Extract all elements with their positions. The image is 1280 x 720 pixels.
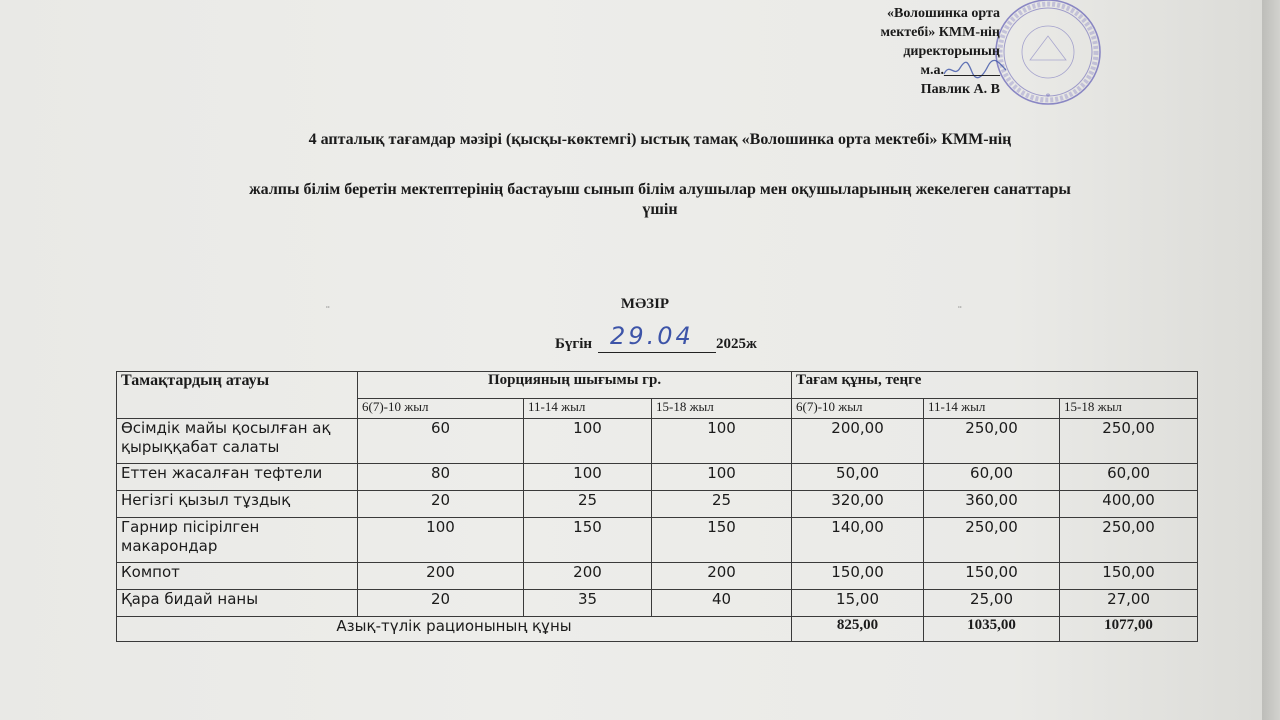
age-group-header: 15-18 жыл bbox=[1060, 399, 1198, 419]
dish-name: Негізгі қызыл тұздық bbox=[117, 491, 358, 518]
age-group-header: 15-18 жыл bbox=[652, 399, 792, 419]
total-cost-cell: 1035,00 bbox=[924, 617, 1060, 642]
column-group-portion: Порцияның шығымы гр. bbox=[358, 372, 792, 399]
portion-cell: 40 bbox=[652, 590, 792, 617]
approval-line: директорының bbox=[903, 44, 1000, 59]
table-header-row bbox=[117, 372, 1198, 399]
cost-cell: 150,00 bbox=[792, 563, 924, 590]
portion-cell: 100 bbox=[524, 464, 652, 491]
stray-mark: ¨ bbox=[326, 304, 330, 316]
portion-cell: 25 bbox=[652, 491, 792, 518]
portion-cell: 150 bbox=[652, 518, 792, 563]
menu-table bbox=[116, 371, 1198, 642]
portion-cell: 100 bbox=[652, 419, 792, 464]
portion-cell: 25 bbox=[524, 491, 652, 518]
document-title-line3: үшін bbox=[642, 201, 678, 218]
cost-cell: 250,00 bbox=[1060, 419, 1198, 464]
total-cost-cell: 825,00 bbox=[792, 617, 924, 642]
cost-cell: 15,00 bbox=[792, 590, 924, 617]
portion-cell: 20 bbox=[358, 491, 524, 518]
cost-cell: 150,00 bbox=[1060, 563, 1198, 590]
cost-cell: 140,00 bbox=[792, 518, 924, 563]
date-suffix: 2025ж bbox=[716, 336, 757, 352]
dish-name: Қара бидай наны bbox=[117, 590, 358, 617]
total-label: Азық-түлік рационының құны bbox=[117, 617, 792, 642]
approval-line: Павлик А. В bbox=[920, 82, 1000, 97]
portion-cell: 100 bbox=[652, 464, 792, 491]
cost-cell: 60,00 bbox=[924, 464, 1060, 491]
table-row bbox=[117, 464, 1198, 491]
cost-cell: 250,00 bbox=[924, 419, 1060, 464]
date-field bbox=[598, 322, 716, 353]
cost-cell: 200,00 bbox=[792, 419, 924, 464]
approval-line: «Волошинка орта bbox=[887, 6, 1000, 21]
age-group-header: 6(7)-10 жыл bbox=[358, 399, 524, 419]
portion-cell: 100 bbox=[358, 518, 524, 563]
date-prefix: Бүгін bbox=[555, 336, 593, 352]
portion-cell: 35 bbox=[524, 590, 652, 617]
date-line bbox=[555, 322, 757, 353]
table-row bbox=[117, 491, 1198, 518]
approval-line: мектебі» КММ-нің bbox=[880, 25, 1000, 40]
portion-cell: 20 bbox=[358, 590, 524, 617]
table-row bbox=[117, 563, 1198, 590]
table-row bbox=[117, 419, 1198, 464]
table-total-row bbox=[117, 617, 1198, 642]
cost-cell: 60,00 bbox=[1060, 464, 1198, 491]
dish-name: Еттен жасалған тефтели bbox=[117, 464, 358, 491]
cost-cell: 250,00 bbox=[924, 518, 1060, 563]
cost-cell: 250,00 bbox=[1060, 518, 1198, 563]
menu-heading: МӘЗІР bbox=[620, 296, 670, 312]
cost-cell: 150,00 bbox=[924, 563, 1060, 590]
column-group-cost: Тағам құны, теңге bbox=[792, 372, 1198, 399]
cost-cell: 25,00 bbox=[924, 590, 1060, 617]
portion-cell: 200 bbox=[358, 563, 524, 590]
page-edge bbox=[1262, 0, 1280, 720]
svg-text:*: * bbox=[1045, 92, 1051, 103]
total-cost-cell: 1077,00 bbox=[1060, 617, 1198, 642]
dish-name: Гарнир пісірілген макарондар bbox=[117, 518, 358, 563]
portion-cell: 150 bbox=[524, 518, 652, 563]
approval-line: м.а.________ bbox=[920, 63, 1000, 78]
cost-cell: 400,00 bbox=[1060, 491, 1198, 518]
table-row bbox=[117, 518, 1198, 563]
portion-cell: 200 bbox=[652, 563, 792, 590]
official-seal-stamp bbox=[992, 0, 1104, 112]
cost-cell: 360,00 bbox=[924, 491, 1060, 518]
document-title-line1: 4 апталық тағамдар мәзірі (қысқы-көктемгі) ыстық тамақ «Волошинка орта мектебі» КММ-нің bbox=[308, 131, 1012, 148]
column-header-dish: Тамақтардың атауы bbox=[117, 372, 358, 419]
stray-mark: ¨ bbox=[958, 304, 962, 316]
age-group-header: 11-14 жыл bbox=[524, 399, 652, 419]
approval-block bbox=[820, 4, 1000, 99]
age-group-header: 6(7)-10 жыл bbox=[792, 399, 924, 419]
age-group-header: 11-14 жыл bbox=[924, 399, 1060, 419]
document-title-line2: жалпы білім беретін мектептерінің бастауыш сынып білім алушылар мен оқушыларының жекелеген санаттары bbox=[249, 181, 1071, 198]
portion-cell: 100 bbox=[524, 419, 652, 464]
portion-cell: 200 bbox=[524, 563, 652, 590]
handwritten-date: 29.04 bbox=[610, 322, 694, 350]
table-row bbox=[117, 590, 1198, 617]
cost-cell: 27,00 bbox=[1060, 590, 1198, 617]
dish-name: Өсімдік майы қосылған ақ қырыққабат салаты bbox=[117, 419, 358, 464]
portion-cell: 60 bbox=[358, 419, 524, 464]
portion-cell: 80 bbox=[358, 464, 524, 491]
dish-name: Компот bbox=[117, 563, 358, 590]
cost-cell: 50,00 bbox=[792, 464, 924, 491]
cost-cell: 320,00 bbox=[792, 491, 924, 518]
